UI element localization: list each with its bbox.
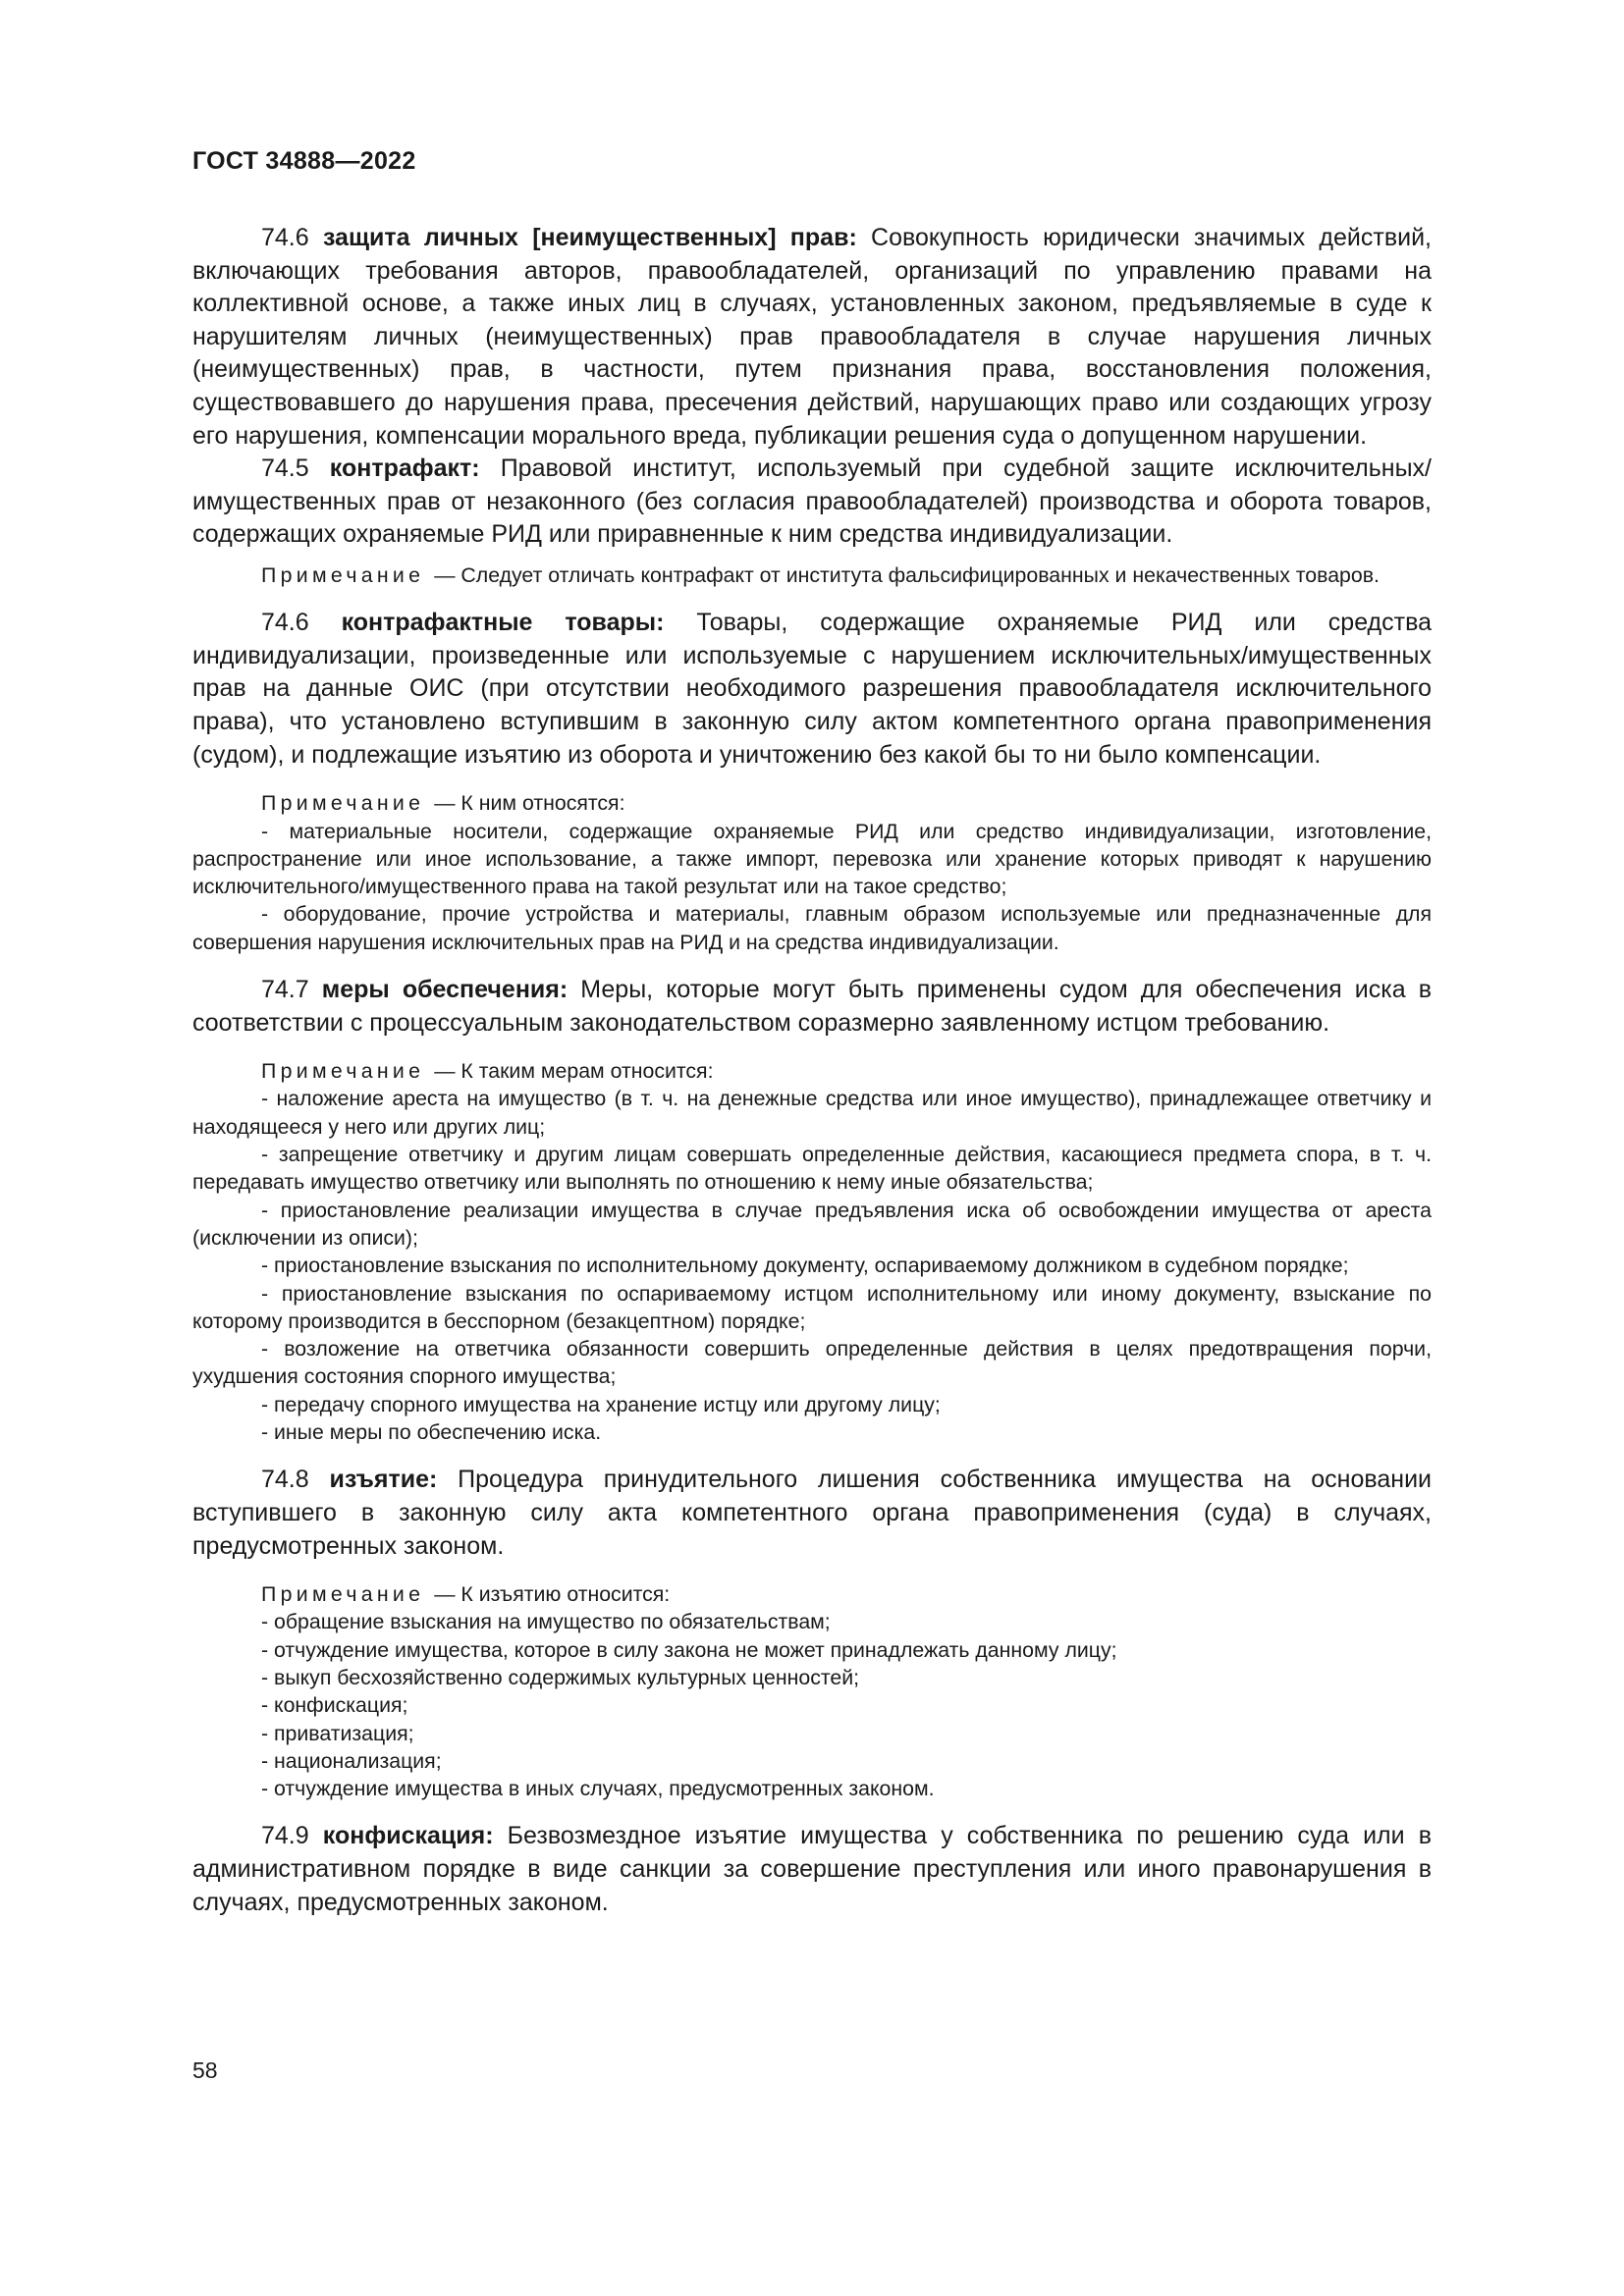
- note-label: Примечание: [261, 1582, 425, 1607]
- term-title: контрафактные товары:: [341, 609, 665, 637]
- term-74-5-counterfeit: [192, 453, 1432, 552]
- term-title: защита личных [неимущественных] прав:: [322, 224, 857, 251]
- note-text: — Следует отличать контрафакт от института фальсифицированных и некачественных товаров.: [434, 562, 1380, 587]
- note-counterfeit: [192, 561, 1432, 589]
- term-number: 74.7: [261, 975, 309, 1003]
- term-74-6-counterfeit-goods: [192, 607, 1432, 772]
- term-definition: Процедура принудительного лишения собственника имущества на основании вступившего в законную силу акта компетентного органа правоприменения (суда) в случаях, предусмотренных законом.: [192, 1466, 1432, 1560]
- term-74-8-seizure: [192, 1464, 1432, 1563]
- note-text: — К ним относятся:: [434, 791, 625, 816]
- list-item: - запрещение ответчику и другим лицам совершать определенные действия, касающиеся предмета спора, в т. ч. передавать имущество ответчику или выполнять по отношению к нему иные обязательства;: [192, 1143, 1432, 1195]
- list-item: - национализация;: [261, 1748, 442, 1773]
- term-74-7-security-measures: [192, 974, 1432, 1040]
- term-number: 74.9: [261, 1822, 309, 1850]
- document-header: ГОСТ 34888—2022: [192, 147, 416, 175]
- note-text: — К изъятию относится:: [434, 1582, 671, 1607]
- term-definition: Безвозмездное изъятие имущества у собственника по решению суда или в административном порядке в виде санкции за совершение преступления или иного правонарушения в случаях, предусмотренных законом.: [192, 1822, 1432, 1916]
- list-item: - приостановление взыскания по оспариваемому истцом исполнительному или иному документу, взыскание по которому производится в бесспорном (безакцептном) порядке;: [192, 1281, 1432, 1333]
- document-body: [192, 222, 1432, 1919]
- term-title: контрафакт:: [329, 454, 480, 483]
- note-label: Примечание: [261, 791, 425, 816]
- term-title: конфискация:: [322, 1822, 494, 1850]
- list-item: - отчуждение имущества, которое в силу закона не может принадлежать данному лицу;: [261, 1637, 1117, 1662]
- term-definition: Меры, которые могут быть применены судом для обеспечения иска в соответствии с процессуальным законодательством соразмерно заявленному истцом требованию.: [192, 975, 1432, 1037]
- term-definition: Товары, содержащие охраняемые РИД или средства индивидуализации, произведенные или используемые с нарушением исключительных/имущественных прав на данные ОИС (при отсутствии необходимого разрешения правообладателя исключительного права), что установлено вступившим в законную силу актом компетентного органа правоприменения (судом), и подлежащие изъятию из оборота и уничтожению без какой бы то ни было компенсации.: [192, 609, 1432, 769]
- note-label: Примечание: [261, 1059, 425, 1084]
- list-item: - оборудование, прочие устройства и материалы, главным образом используемые или предназначенные для совершения нарушения исключительных прав на РИД и на средства индивидуализации.: [192, 902, 1432, 954]
- note-text: — К таким мерам относится:: [434, 1059, 714, 1084]
- list-item: - передачу спорного имущества на хранение истцу или другому лицу;: [261, 1392, 941, 1416]
- list-item: - приостановление взыскания по исполнительному документу, оспариваемому должником в судебном порядке;: [261, 1254, 1349, 1278]
- term-definition: Правовой институт, используемый при судебной защите исключительных/имущественных прав от незаконного (без согласия правообладателей) производства и оборота товаров, содержащих охраняемые РИД или приравненные к ним средства индивидуализации.: [192, 454, 1432, 549]
- page-number: 58: [192, 2057, 218, 2083]
- list-item: - приватизация;: [261, 1721, 414, 1745]
- term-title: меры обеспечения:: [321, 975, 568, 1003]
- note-counterfeit-goods: [192, 789, 1432, 817]
- list-item: - приостановление реализации имущества в случае предъявления иска об освобождении имущества от ареста (исключении из описи);: [192, 1198, 1432, 1250]
- term-title: изъятие:: [329, 1466, 438, 1494]
- term-74-6-personal-rights: [192, 222, 1432, 453]
- list-item: - выкуп бесхозяйственно содержимых культурных ценностей;: [261, 1666, 860, 1689]
- list-item: - возложение на ответчика обязанности совершить определенные действия в целях предотвращения порчи, ухудшения состояния спорного имущества;: [192, 1337, 1432, 1389]
- list-item: - отчуждение имущества в иных случаях, предусмотренных законом.: [261, 1777, 935, 1801]
- list-item: - иные меры по обеспечению иска.: [261, 1420, 602, 1445]
- term-number: 74.5: [261, 454, 309, 483]
- term-number: 74.8: [261, 1466, 309, 1494]
- term-74-9-confiscation: [192, 1820, 1432, 1919]
- list-item: - материальные носители, содержащие охраняемые РИД или средство индивидуализации, изготовление, распространение или иное использование, а также импорт, перевозка или хранение которых приводят к нарушению исключительного/имущественного права на такой результат или на такое средство;: [192, 819, 1432, 899]
- list-item: - обращение взыскания на имущество по обязательствам;: [261, 1610, 831, 1634]
- term-number: 74.6: [261, 609, 309, 637]
- term-definition: Совокупность юридически значимых действий, включающих требования авторов, правообладателей, организаций по управлению правами на коллективной основе, а также иных лиц в случаях, установленных законом, предъявляемые в суде к нарушителям личных (неимущественных) прав правообладателя в случае нарушения личных (неимущественных) прав, в частности, путем признания права, восстановления положения, существовавшего до нарушения права, пресечения действий, нарушающих право или создающих угрозу его нарушения, компенсации морального вреда, публикации решения суда о допущенном нарушении.: [192, 224, 1432, 450]
- note-label: Примечание: [261, 562, 425, 587]
- list-item: - наложение ареста на имущество (в т. ч. на денежные средства или иное имущество), принадлежащее ответчику и находящееся у него или других лиц;: [192, 1087, 1432, 1139]
- note-seizure: [192, 1580, 1432, 1608]
- term-number: 74.6: [261, 224, 309, 251]
- note-security-measures: [192, 1057, 1432, 1085]
- list-item: - конфискация;: [261, 1693, 408, 1718]
